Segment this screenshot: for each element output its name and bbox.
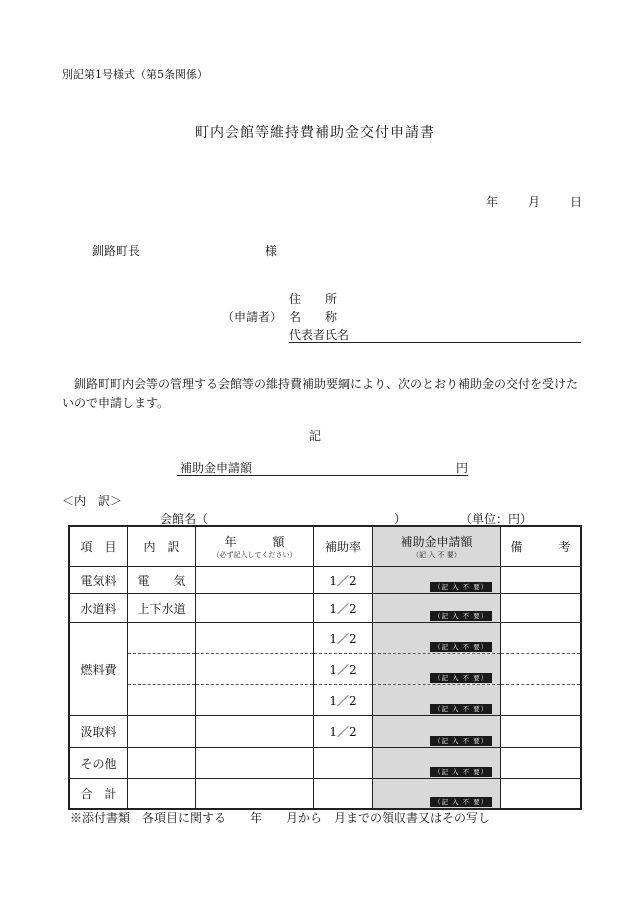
header-remarks: 備 考 [501,527,581,567]
representative-field-label: 代表者氏名 [289,328,350,342]
annual-amount-cell[interactable] [196,779,314,809]
header-detail: 内 訳 [128,527,196,567]
row-rate: 1／2 [314,567,373,594]
row-item: その他 [70,748,128,779]
document-title: 町内会館等維持費補助金交付申請書 [195,125,435,141]
header-annual-label: 年 額 [224,535,285,549]
row-detail-empty [128,779,196,809]
row-item: 汲取料 [70,716,128,748]
subsidy-amount-cell [373,623,501,654]
request-amount-label: 補助金申請額 [180,461,253,475]
body-text: 釧路町町内会等の管理する会館等の維持費補助要綱により、次のとおり補助金の交付を受けたいので申請します。 [62,377,579,410]
header-subsidy [373,527,501,567]
ki-heading: 記 [308,429,321,443]
annual-amount-cell[interactable] [196,654,314,685]
subsidy-amount-cell [373,716,501,748]
row-rate: 1／2 [314,716,373,748]
row-item: 燃料費 [70,623,128,716]
row-rate: 1／2 [314,623,373,654]
remarks-cell[interactable] [501,716,581,748]
annual-amount-cell[interactable] [196,567,314,594]
hall-name-label: 会館名（ [160,512,209,526]
unit-label: （単位：円） [460,512,533,526]
annual-amount-cell[interactable] [196,685,314,716]
request-amount-unit: 円 [456,461,469,475]
applicant-label: （申請者） [222,310,283,324]
no-entry-badge: （記 入 不 要） [430,704,492,714]
row-rate: 1／2 [314,594,373,623]
subsidy-amount-cell [373,594,501,623]
row-rate-empty [314,779,373,809]
row-detail-input[interactable] [128,685,196,716]
header-rate: 補助率 [314,527,373,567]
honorific: 様 [265,244,278,258]
request-amount-line[interactable] [177,475,468,476]
remarks-cell[interactable] [501,654,581,685]
remarks-cell[interactable] [501,779,581,809]
row-item: 水道料 [70,594,128,623]
row-rate-empty [314,748,373,779]
remarks-cell[interactable] [501,567,581,594]
subsidy-amount-cell [373,567,501,594]
row-detail-input[interactable] [128,654,196,685]
subsidy-amount-cell [373,685,501,716]
table-header-row [70,527,581,567]
no-entry-badge: （記 入 不 要） [430,767,492,777]
form-number: 別記第1号様式（第5条関係） [62,68,208,81]
date-month: 月 [528,195,541,209]
row-detail-input[interactable] [128,716,196,748]
date-year: 年 [486,195,499,209]
addressee: 釧路町長 [92,244,141,258]
row-item: 電気料 [70,567,128,594]
table-row [70,654,581,685]
hall-name-close: ） [394,512,407,526]
remarks-cell[interactable] [501,685,581,716]
table-row [70,716,581,748]
annual-amount-cell[interactable] [196,594,314,623]
row-rate: 1／2 [314,654,373,685]
remarks-cell[interactable] [501,748,581,779]
no-entry-badge: （記 入 不 要） [430,736,492,746]
remarks-cell[interactable] [501,623,581,654]
annual-amount-cell[interactable] [196,716,314,748]
attachment-note: ※添付書類 各項目に関する 年 月から 月までの領収書又はその写し [70,811,491,825]
no-entry-badge: （記 入 不 要） [430,642,492,652]
breakdown-table [69,526,581,809]
row-detail-input[interactable] [128,623,196,654]
annual-amount-cell[interactable] [196,748,314,779]
table-row [70,685,581,716]
header-subsidy-label: 補助金申請額 [400,535,473,549]
table-row [70,748,581,779]
table-row [70,594,581,623]
subsidy-amount-cell [373,654,501,685]
remarks-cell[interactable] [501,594,581,623]
table-row-total [70,779,581,809]
header-annual [196,527,314,567]
subsidy-amount-cell [373,779,501,809]
no-entry-badge: （記 入 不 要） [430,673,492,683]
table-row [70,567,581,594]
no-entry-badge: （記 入 不 要） [430,611,492,621]
subsidy-amount-cell [373,748,501,779]
header-item: 項 目 [70,527,128,567]
header-subsidy-note: （記 入 不 要） [412,551,461,559]
annual-amount-cell[interactable] [196,623,314,654]
table-row [70,623,581,654]
row-detail: 上下水道 [128,594,196,623]
header-annual-note: （必ず記入してください） [212,551,297,559]
date-day: 日 [570,195,583,209]
row-detail-input[interactable] [128,748,196,779]
signature-line[interactable] [289,342,581,343]
no-entry-badge: （記 入 不 要） [430,797,492,807]
address-field-label: 住 所 [289,292,338,306]
row-rate: 1／2 [314,685,373,716]
no-entry-badge: （記 入 不 要） [430,582,492,592]
name-field-label: 名 称 [289,310,338,324]
breakdown-label: ＜内 訳＞ [62,494,123,508]
row-detail: 電 気 [128,567,196,594]
row-item: 合 計 [70,779,128,809]
